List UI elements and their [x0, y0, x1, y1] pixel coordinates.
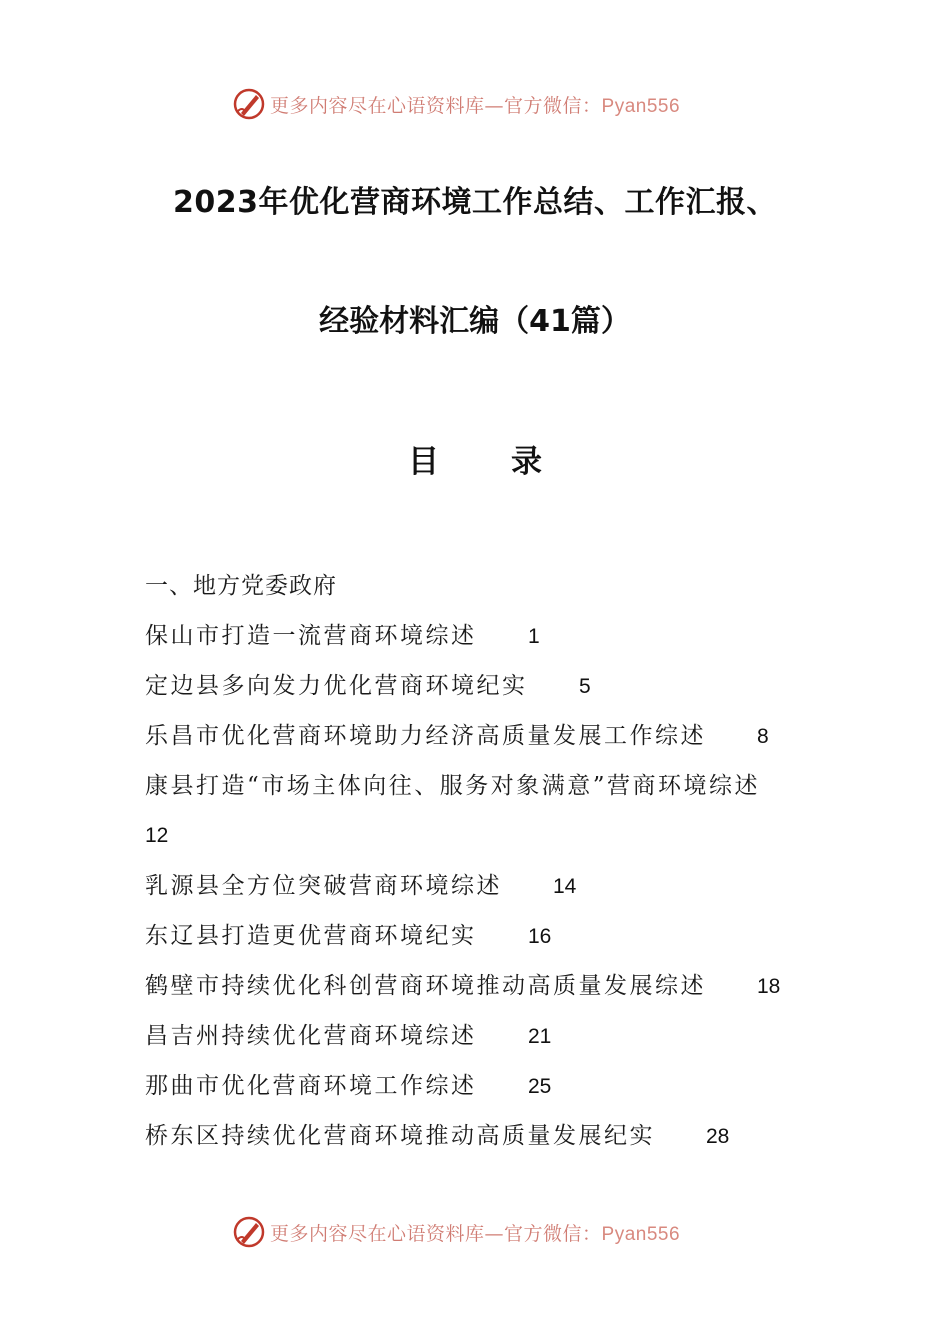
header-watermark — [232, 84, 752, 124]
toc-entry-title: 东辽县打造更优营商环境纪实 — [145, 923, 477, 949]
toc-entry-title: 定边县多向发力优化营商环境纪实 — [145, 673, 528, 699]
toc-entry-page: 5 — [579, 675, 591, 698]
toc-entry[interactable] — [145, 768, 825, 868]
footer-watermark — [232, 1212, 752, 1252]
toc-entry-page: 28 — [706, 1125, 730, 1148]
toc-entry-title: 鹤壁市持续优化科创营商环境推动高质量发展综述 — [145, 973, 706, 999]
pen-logo-icon — [232, 1215, 266, 1249]
table-of-contents — [145, 568, 825, 1168]
toc-section-title: 一、地方党委政府 — [145, 573, 337, 599]
document-title-line-2: 经验材料汇编（41篇） — [319, 304, 631, 339]
toc-entry-page: 21 — [528, 1025, 552, 1048]
toc-entry-page: 1 — [528, 625, 540, 648]
watermark-text: 更多内容尽在心语资料库—官方微信：Pyan556 — [270, 1222, 681, 1245]
toc-entry-title: 乐昌市优化营商环境助力经济高质量发展工作综述 — [145, 723, 706, 749]
toc-entry-page: 16 — [528, 925, 552, 948]
watermark-text: 更多内容尽在心语资料库—官方微信：Pyan556 — [270, 94, 681, 117]
toc-entry[interactable] — [145, 1018, 825, 1068]
toc-entry-title: 乳源县全方位突破营商环境综述 — [145, 873, 502, 899]
toc-entry-title: 康县打造“市场主体向往、服务对象满意”营商环境综述 — [145, 773, 761, 799]
toc-entry[interactable] — [145, 1068, 825, 1118]
toc-entry-title: 桥东区持续优化营商环境推动高质量发展纪实 — [145, 1123, 655, 1149]
toc-entry-title: 那曲市优化营商环境工作综述 — [145, 1073, 477, 1099]
toc-entry-page: 18 — [757, 975, 781, 998]
toc-entry-page: 8 — [757, 725, 769, 748]
toc-entry-page: 14 — [553, 875, 577, 898]
toc-entry[interactable] — [145, 918, 825, 968]
watermark-wechat-id: Pyan556 — [601, 95, 681, 117]
toc-entry[interactable] — [145, 1118, 825, 1168]
toc-heading: 目录 — [408, 444, 614, 480]
document-title-line-1: 2023年优化营商环境工作总结、工作汇报、 — [173, 185, 777, 220]
toc-entry[interactable] — [145, 618, 825, 668]
pen-logo-icon — [232, 87, 266, 121]
toc-entry-page: 25 — [528, 1075, 552, 1098]
toc-entry[interactable] — [145, 718, 825, 768]
toc-entry-page: 12 — [145, 824, 169, 847]
toc-entry[interactable] — [145, 968, 825, 1018]
toc-entry-title: 保山市打造一流营商环境综述 — [145, 623, 477, 649]
toc-entry[interactable] — [145, 668, 825, 718]
toc-entry[interactable] — [145, 868, 825, 918]
watermark-wechat-id: Pyan556 — [601, 1223, 681, 1245]
toc-entry-title: 昌吉州持续优化营商环境综述 — [145, 1023, 477, 1049]
